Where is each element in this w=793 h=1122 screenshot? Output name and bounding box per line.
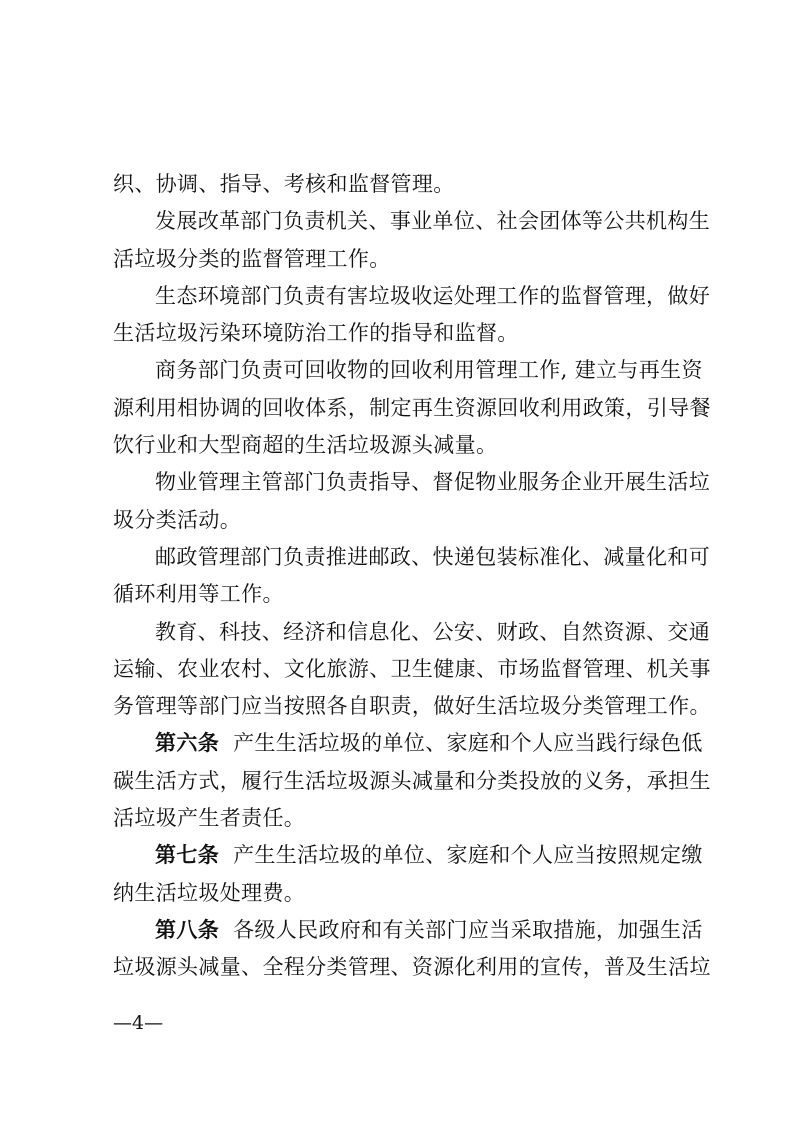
line-text: 活垃圾分类的监督管理工作。 [113,246,391,271]
paragraph-line [113,502,685,539]
line-text: 物业管理主管部门负责指导、督促物业服务企业开展生活垃 [155,470,711,495]
line-text: 各级人民政府和有关部门应当采取措施，加强生活 [233,917,703,942]
line-text: 教育、科技、经济和信息化、公安、财政、自然资源、交通 [155,619,711,644]
article-heading: 第七条 [155,843,220,868]
line-text: 产生生活垃圾的单位、家庭和个人应当践行绿色低 [233,731,703,756]
article-line [113,800,685,837]
paragraph-line [113,315,685,352]
line-text: 商务部门负责可回收物的回收利用管理工作, 建立与再生资 [155,358,703,383]
paragraph-line [113,651,711,688]
paragraph-line [113,390,711,427]
line-text: 循环利用等工作。 [113,582,284,607]
paragraph-line [113,278,711,315]
line-text: 邮政管理部门负责推进邮政、快递包装标准化、减量化和可 [155,544,711,569]
line-text: 饮行业和大型商超的生活垃圾源头减量。 [113,433,498,458]
article-line [113,837,703,874]
line-text: 产生生活垃圾的单位、家庭和个人应当按照规定缴 [233,843,703,868]
paragraph-line [113,614,711,651]
line-text: 务管理等部门应当按照各自职责，做好生活垃圾分类管理工作。 [113,694,711,719]
article-line [113,725,703,762]
paragraph-line [113,427,685,464]
paragraph-line [113,241,685,278]
line-text: 活垃圾产生者责任。 [113,806,306,831]
line-text: 碳生活方式，履行生活垃圾源头减量和分类投放的义务，承担生 [113,768,711,793]
article-line [113,763,711,800]
paragraph-line [113,464,711,501]
article-line [113,949,711,986]
article-heading: 第六条 [155,731,220,756]
line-text: 生活垃圾污染环境防治工作的指导和监督。 [113,321,519,346]
paragraph-line [113,539,711,576]
line-text: 发展改革部门负责机关、事业单位、社会团体等公共机构生 [155,209,711,234]
article-line [113,912,703,949]
paragraph-line [113,576,685,613]
line-text: 织、协调、指导、考核和监督管理。 [113,172,455,196]
paragraph-line [113,166,685,203]
page-number: —4— [113,1012,164,1034]
paragraph-line [113,203,711,240]
paragraph-line [113,688,711,725]
line-text: 运输、农业农村、文化旅游、卫生健康、市场监督管理、机关事 [113,656,711,681]
article-line [113,875,685,912]
line-text: 生态环境部门负责有害垃圾收运处理工作的监督管理，做好 [155,283,711,308]
paragraph-line [113,352,703,389]
line-text: 源利用相协调的回收体系，制定再生资源回收利用政策，引导餐 [113,395,711,420]
line-text: 纳生活垃圾处理费。 [113,880,306,905]
article-heading: 第八条 [155,917,220,942]
line-text: 垃圾源头减量、全程分类管理、资源化利用的宣传，普及生活垃 [113,955,711,980]
line-text: 圾分类活动。 [113,507,242,532]
document-body [113,166,711,987]
